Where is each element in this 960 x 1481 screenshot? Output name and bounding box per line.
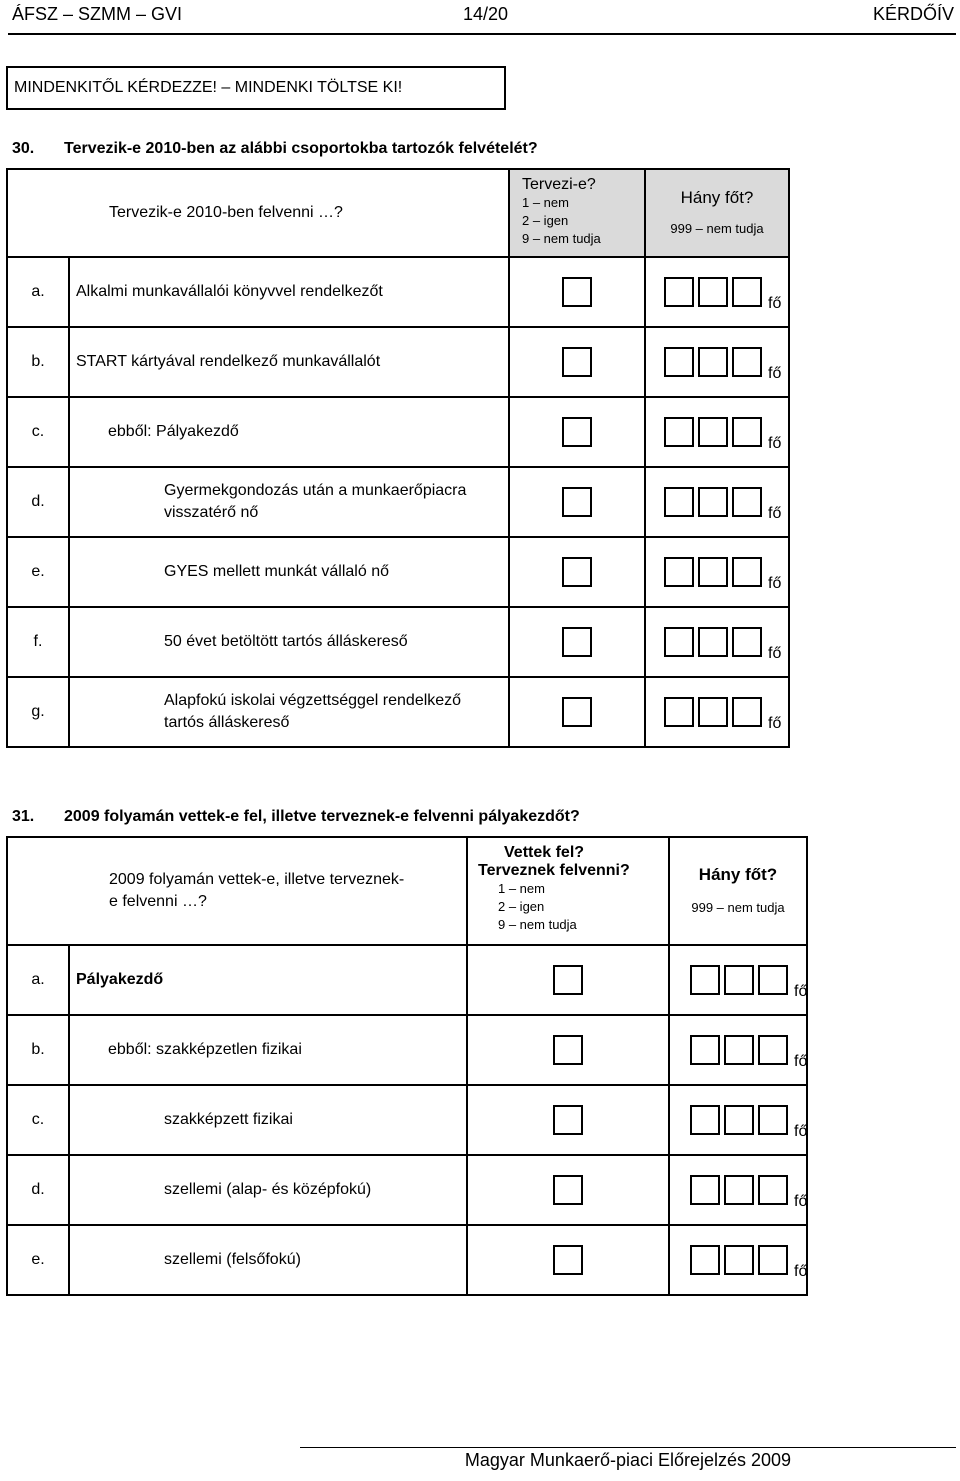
q30-count-digit-box[interactable] — [698, 697, 728, 727]
q30-count-digit-box[interactable] — [698, 417, 728, 447]
q31-unit-label: fő — [794, 1053, 808, 1070]
q31-count-digit-box[interactable] — [758, 1035, 788, 1065]
q31-row-letter: c. — [7, 1085, 69, 1155]
q30-answer-code-box[interactable] — [562, 557, 592, 587]
q30-title: Tervezik-e 2010-ben az alábbi csoportokba tartozók felvételét? — [64, 140, 538, 157]
q30-answer-cell — [509, 677, 645, 747]
q30-count-digit-box[interactable] — [732, 627, 762, 657]
header-right: KÉRDŐÍV — [872, 4, 954, 24]
q30-answer-code-box[interactable] — [562, 487, 592, 517]
q31-code-2: 2 – igen — [498, 899, 545, 914]
q30-row — [7, 467, 789, 537]
q31-count-cell — [669, 945, 807, 1015]
footer-text: Magyar Munkaerő-piaci Előrejelzés 2009 — [464, 1450, 792, 1470]
q30-count-digit-box[interactable] — [732, 417, 762, 447]
q31-row — [7, 1225, 807, 1295]
header-page-number: 14/20 — [463, 4, 509, 24]
q31-count-digit-box[interactable] — [758, 1245, 788, 1275]
q31-col-answer-title-1: Vettek fel? — [504, 844, 585, 861]
q31-count-digit-box[interactable] — [758, 1105, 788, 1135]
q30-row-text-cell — [69, 607, 509, 677]
q30-row-letter: f. — [7, 607, 69, 677]
header-rule — [8, 33, 956, 35]
q30-code-2: 2 – igen — [522, 213, 569, 228]
q31-unit-label: fő — [794, 1193, 808, 1210]
q31-count-digit-box[interactable] — [690, 1105, 720, 1135]
q30-count-digit-box[interactable] — [732, 557, 762, 587]
q31-count-cell — [669, 1085, 807, 1155]
q31-col-count-code: 999 – nem tudja — [691, 900, 785, 915]
q30-header-answer-cell — [509, 169, 645, 257]
q30-row — [7, 257, 789, 327]
q30-unit-label: fő — [768, 715, 782, 732]
q31-code-1: 1 – nem — [498, 881, 545, 896]
q30-count-digit-box[interactable] — [732, 487, 762, 517]
q30-header-row — [7, 169, 789, 257]
q31-row-letter: b. — [7, 1015, 69, 1085]
q30-count-digit-box[interactable] — [664, 347, 694, 377]
q31-row-text-cell — [69, 1085, 467, 1155]
q31-answer-cell — [467, 1155, 669, 1225]
q30-row-text: GYES mellett munkát vállaló nő — [164, 563, 389, 580]
q31-answer-code-box[interactable] — [553, 1035, 583, 1065]
q30-answer-code-box[interactable] — [562, 697, 592, 727]
q30-answer-code-box[interactable] — [562, 277, 592, 307]
q30-count-digit-box[interactable] — [664, 277, 694, 307]
q30-answer-cell — [509, 397, 645, 467]
q31-count-digit-box[interactable] — [758, 1175, 788, 1205]
q30-answer-cell — [509, 607, 645, 677]
q30-answer-code-box[interactable] — [562, 417, 592, 447]
q30-count-cell — [645, 327, 789, 397]
q30-row-text-cell — [69, 467, 509, 537]
q30-header-count-cell — [645, 169, 789, 257]
q30-code-9: 9 – nem tudja — [522, 231, 601, 246]
q30-count-cell — [645, 537, 789, 607]
q30-answer-code-box[interactable] — [562, 347, 592, 377]
q31-count-digit-box[interactable] — [724, 1105, 754, 1135]
q30-col-count-title: Hány főt? — [680, 188, 754, 207]
q31-answer-cell — [467, 945, 669, 1015]
header-left: ÁFSZ – SZMM – GVI — [12, 4, 183, 24]
q31-header-question-cell — [69, 837, 467, 945]
q31-count-digit-box[interactable] — [758, 965, 788, 995]
q31-count-digit-box[interactable] — [724, 1175, 754, 1205]
q30-row-text: Alkalmi munkavállalói könyvvel rendelkezőt — [76, 283, 383, 300]
q30-table — [6, 168, 790, 748]
q31-row — [7, 1155, 807, 1225]
q31-unit-label: fő — [794, 1123, 808, 1140]
q31-number: 31. — [12, 808, 35, 825]
q31-title: 2009 folyamán vettek-e fel, illetve terveznek-e felvenni pályakezdőt? — [64, 808, 580, 825]
q30-count-digit-box[interactable] — [664, 697, 694, 727]
q31-count-digit-box[interactable] — [690, 1245, 720, 1275]
instruction-text: MINDENKITŐL KÉRDEZZE! – MINDENKI TÖLTSE KI! — [14, 79, 403, 96]
q31-row-text-cell — [69, 945, 467, 1015]
q30-count-digit-box[interactable] — [664, 557, 694, 587]
q30-count-digit-box[interactable] — [732, 277, 762, 307]
q31-header-blank — [7, 837, 69, 945]
q30-count-digit-box[interactable] — [664, 627, 694, 657]
q31-count-digit-box[interactable] — [690, 1175, 720, 1205]
q31-count-cell — [669, 1155, 807, 1225]
q30-count-cell — [645, 467, 789, 537]
q30-count-cell — [645, 677, 789, 747]
q30-row — [7, 677, 789, 747]
q30-answer-code-box[interactable] — [562, 627, 592, 657]
q30-col-count-code: 999 – nem tudja — [670, 221, 764, 236]
q31-row-letter: e. — [7, 1225, 69, 1295]
q31-row-text-cell — [69, 1155, 467, 1225]
q31-answer-code-box[interactable] — [553, 965, 583, 995]
q31-count-digit-box[interactable] — [724, 1245, 754, 1275]
q31-col-count-title: Hány főt? — [698, 865, 778, 884]
q30-row-text-cell — [69, 397, 509, 467]
q31-table — [6, 836, 808, 1296]
q30-row — [7, 397, 789, 467]
q30-count-digit-box[interactable] — [698, 557, 728, 587]
q31-row-letter: a. — [7, 945, 69, 1015]
q30-header-blank — [7, 169, 69, 257]
q30-row-letter: c. — [7, 397, 69, 467]
q30-row — [7, 537, 789, 607]
q31-row-letter: d. — [7, 1155, 69, 1225]
q30-unit-label: fő — [768, 435, 782, 452]
q30-row-letter: b. — [7, 327, 69, 397]
q30-count-digit-box[interactable] — [732, 697, 762, 727]
q30-count-cell — [645, 607, 789, 677]
q30-count-digit-box[interactable] — [698, 487, 728, 517]
q30-row-text-cell — [69, 257, 509, 327]
q31-answer-code-box[interactable] — [553, 1105, 583, 1135]
q31-row-text-cell — [69, 1015, 467, 1085]
q30-count-digit-box[interactable] — [698, 627, 728, 657]
q30-answer-cell — [509, 257, 645, 327]
q30-row-letter: a. — [7, 257, 69, 327]
footer-rule — [300, 1447, 956, 1448]
q30-row-text-cell — [69, 537, 509, 607]
q31-count-digit-box[interactable] — [724, 965, 754, 995]
q30-unit-label: fő — [768, 505, 782, 522]
q31-count-cell — [669, 1015, 807, 1085]
q30-row-text: Alapfokú iskolai végzettséggel rendelkező tartós álláskereső — [164, 692, 462, 731]
q30-answer-cell — [509, 537, 645, 607]
q31-col-question: 2009 folyamán vettek-e, illetve terveznek-e felvenni …? — [109, 871, 405, 910]
q31-row-text: szakképzett fizikai — [164, 1111, 293, 1128]
q30-unit-label: fő — [768, 575, 782, 592]
q30-count-digit-box[interactable] — [698, 277, 728, 307]
q30-row-text: ebből: Pályakezdő — [108, 423, 239, 440]
q31-header-answer-cell — [467, 837, 669, 945]
q30-count-digit-box[interactable] — [732, 347, 762, 377]
q31-row-text: Pályakezdő — [76, 971, 164, 988]
q30-header-question-cell — [69, 169, 509, 257]
q31-unit-label: fő — [794, 1263, 808, 1280]
q30-row-text-cell — [69, 327, 509, 397]
q30-count-digit-box[interactable] — [664, 417, 694, 447]
q31-col-answer-title-2: Terveznek felvenni? — [478, 862, 630, 879]
q31-answer-code-box[interactable] — [553, 1175, 583, 1205]
q30-count-digit-box[interactable] — [664, 487, 694, 517]
q31-count-digit-box[interactable] — [690, 965, 720, 995]
q31-count-digit-box[interactable] — [724, 1035, 754, 1065]
q30-unit-label: fő — [768, 645, 782, 662]
q31-answer-cell — [467, 1225, 669, 1295]
q31-row-text: szellemi (alap- és középfokú) — [164, 1181, 372, 1198]
q31-row — [7, 945, 807, 1015]
q30-count-digit-box[interactable] — [698, 347, 728, 377]
q30-number: 30. — [12, 140, 35, 157]
q30-row-letter: d. — [7, 467, 69, 537]
q30-row-text: 50 évet betöltött tartós álláskereső — [164, 633, 408, 650]
q31-answer-cell — [467, 1085, 669, 1155]
q30-unit-label: fő — [768, 295, 782, 312]
instruction-box — [6, 66, 506, 110]
q31-row — [7, 1085, 807, 1155]
q31-header-row — [7, 837, 807, 945]
q30-row — [7, 607, 789, 677]
q30-col-question: Tervezik-e 2010-ben felvenni …? — [109, 204, 343, 221]
q30-count-cell — [645, 257, 789, 327]
q31-row-text-cell — [69, 1225, 467, 1295]
q31-header-count-cell — [669, 837, 807, 945]
q30-row-text-cell — [69, 677, 509, 747]
q30-code-1: 1 – nem — [522, 195, 569, 210]
q31-count-cell — [669, 1225, 807, 1295]
q31-row — [7, 1015, 807, 1085]
q31-code-9: 9 – nem tudja — [498, 917, 577, 932]
q31-answer-cell — [467, 1015, 669, 1085]
q30-row — [7, 327, 789, 397]
q31-count-digit-box[interactable] — [690, 1035, 720, 1065]
q31-answer-code-box[interactable] — [553, 1245, 583, 1275]
q30-row-text: Gyermekgondozás után a munkaerőpiacra visszatérő nő — [164, 482, 467, 521]
q30-unit-label: fő — [768, 365, 782, 382]
q30-count-cell — [645, 397, 789, 467]
q31-unit-label: fő — [794, 983, 808, 1000]
q30-row-text: START kártyával rendelkező munkavállalót — [76, 353, 381, 370]
q30-row-letter: e. — [7, 537, 69, 607]
q31-row-text: ebből: szakképzetlen fizikai — [108, 1041, 302, 1058]
q30-col-answer-title: Tervezi-e? — [522, 176, 596, 193]
q30-answer-cell — [509, 467, 645, 537]
q31-row-text: szellemi (felsőfokú) — [164, 1251, 301, 1268]
q30-answer-cell — [509, 327, 645, 397]
q30-row-letter: g. — [7, 677, 69, 747]
